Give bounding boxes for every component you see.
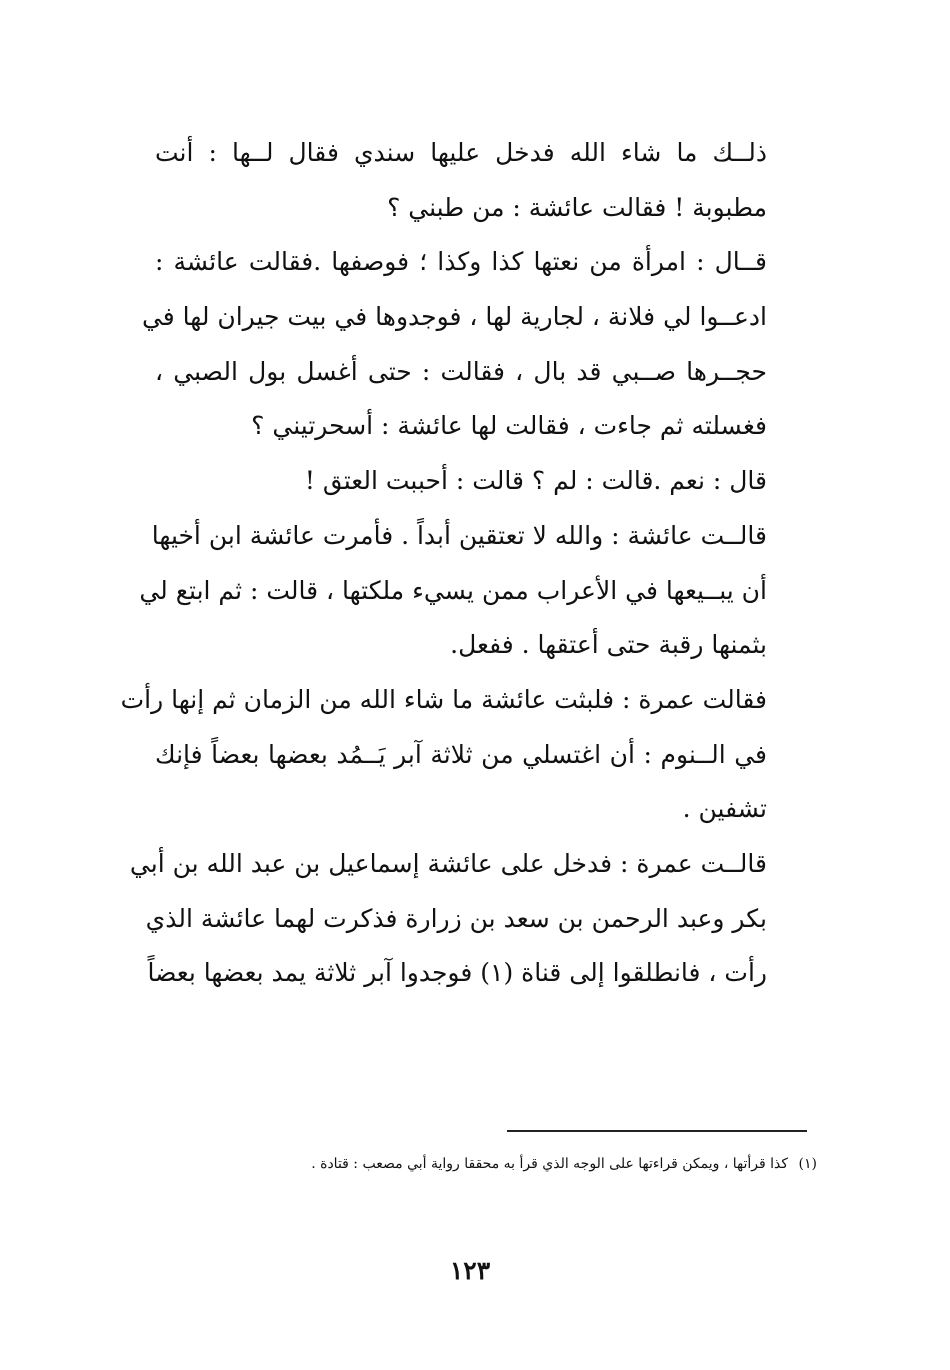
text-line: رأت ، فانطلقوا إلى قناة (١) فوجدوا آبر ثلاثة يمد بعضها بعضاً	[147, 958, 767, 988]
text-line: فقالت عمرة : فلبثت عائشة ما شاء الله من الزمان ثم إنها رأت	[120, 684, 767, 714]
text-line: قالــت عمرة : فدخل على عائشة إسماعيل بن عبد الله بن أبي	[129, 848, 767, 878]
text-line: قــال : امرأة من نعتها كذا وكذا ؛ فوصفها .فقالت عائشة :	[155, 247, 767, 277]
text-line: بثمنها رقبة حتى أعتقها . ففعل.	[450, 630, 767, 660]
footnote-marker: (١)	[798, 1156, 817, 1172]
body-text	[120, 126, 767, 1001]
text-line: ادعــوا لي فلانة ، لجارية لها ، فوجدوها في بيت جيران لها في	[141, 302, 767, 332]
text-line: قال : نعم .قالت : لم ؟ قالت : أحببت العتق !	[304, 466, 767, 496]
footnote-text: كذا قرأتها ، ويمكن قراءتها على الوجه الذي قرأ به محققا رواية أبي مصعب : قتادة .	[311, 1156, 789, 1172]
text-line: حجــرها صــبي قد بال ، فقالت : حتى أغسل بول الصبي ،	[155, 356, 767, 386]
text-line: أن يبــيعها في الأعراب ممن يسيء ملكتها ، قالت : ثم ابتع لي	[139, 575, 767, 605]
footnote	[177, 1150, 817, 1178]
text-line: قالــت عائشة : والله لا تعتقين أبداً . فأمرت عائشة ابن أخيها	[151, 520, 767, 550]
text-line: تشفين .	[682, 794, 767, 824]
text-line: فغسلته ثم جاءت ، فقالت لها عائشة : أسحرتيني ؟	[251, 411, 767, 441]
text-line: ذلــك ما شاء الله فدخل عليها سندي فقال لــها : أنت	[155, 138, 767, 167]
footnote-divider	[507, 1130, 807, 1132]
text-line: في الــنوم : أن اغتسلي من ثلاثة آبر يَــمُد بعضها بعضاً فإنك	[155, 739, 767, 769]
text-line: مطبوبة ! فقالت عائشة : من طبني ؟	[387, 192, 767, 222]
text-line: بكر وعبد الرحمن بن سعد بن زرارة فذكرت لهما عائشة الذي	[145, 903, 767, 933]
page-number: ١٢٣	[449, 1256, 491, 1285]
